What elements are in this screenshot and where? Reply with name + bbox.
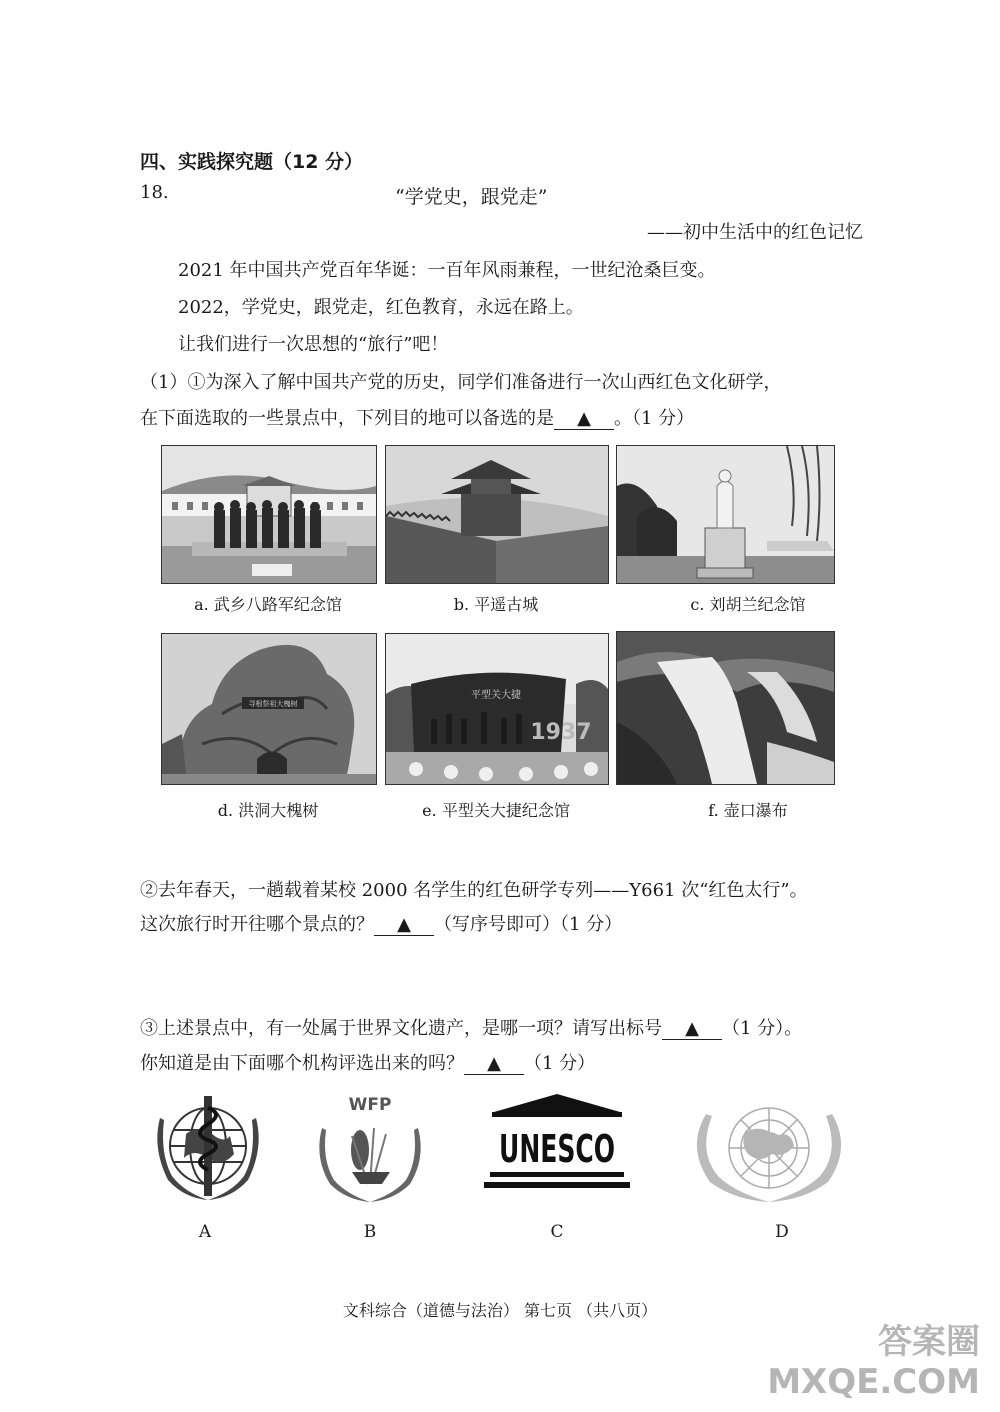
photo-caption-a: a. 武乡八路军纪念馆 <box>194 595 342 614</box>
photo-caption-c: c. 刘胡兰纪念馆 <box>690 595 806 614</box>
photo-caption-d: d. 洪洞大槐树 <box>217 801 319 820</box>
site-watermark <box>767 1322 980 1402</box>
logo-label-c: C <box>550 1222 564 1242</box>
photo-hongdong-tree <box>161 633 377 785</box>
part3-line1-score: （1 分）。 <box>722 1018 803 1039</box>
photo-hukou-waterfall <box>616 631 835 785</box>
watermark-line1: 答案圈 <box>878 1322 980 1362</box>
question-subtitle: ——初中生活中的红色记忆 <box>647 222 863 243</box>
intro-paragraph-1: 2021 年中国共产党百年华诞：一百年风雨兼程，一世纪沧桑巨变。 <box>178 260 716 281</box>
un-emblem-icon <box>676 1096 862 1216</box>
section-title: 四、实践探究题（12 分） <box>140 151 364 173</box>
part3-line2-score: （1 分） <box>524 1053 596 1074</box>
part3-line1-text: ③上述景点中，有一处属于世界文化遗产，是哪一项？请写出标号 <box>140 1018 662 1039</box>
photo-caption-b: b. 平遥古城 <box>453 595 539 614</box>
part2-line1: ②去年春天，一趟载着某校 2000 名学生的红色研学专列——Y661 次“红色太行”。 <box>140 880 808 901</box>
intro-paragraph-2: 2022，学党史，跟党走，红色教育，永远在路上。 <box>178 297 584 318</box>
watermark-line2: MXQE.COM <box>767 1362 980 1402</box>
answer-blank-2[interactable]: ▲ <box>374 914 434 936</box>
answer-blank-1[interactable]: ▲ <box>554 408 614 430</box>
photo-liuhulan-memorial <box>616 445 835 584</box>
part3-line2 <box>140 1049 595 1075</box>
question-title: “学党史，跟党走” <box>395 186 548 208</box>
logo-label-a: A <box>198 1222 212 1242</box>
memorial-year-text: 1937 <box>530 720 592 745</box>
logo-label-d: D <box>775 1222 789 1242</box>
wfp-logo-text: WFP <box>348 1095 392 1115</box>
part3-line1 <box>140 1014 802 1040</box>
part2-line2-score: （写序号即可）（1 分） <box>434 914 623 935</box>
answer-blank-4[interactable]: ▲ <box>464 1053 524 1075</box>
intro-paragraph-3: 让我们进行一次思想的“旅行”吧！ <box>178 334 449 355</box>
part1-line1: （1）①为深入了解中国共产党的历史，同学们准备进行一次山西红色文化研学， <box>140 372 782 393</box>
question-number: 18. <box>140 182 169 203</box>
part2-line2 <box>140 910 622 936</box>
answer-blank-3[interactable]: ▲ <box>662 1018 722 1040</box>
part1-line2-score: 。（1 分） <box>614 408 695 429</box>
wfp-emblem-icon <box>300 1088 440 1208</box>
logo-label-b: B <box>363 1222 377 1242</box>
photo-pingyao-city <box>385 445 609 584</box>
photo-wuxiang-memorial <box>161 445 377 584</box>
part1-line2-text: 在下面选取的一些景点中，下列目的地可以备选的是 <box>140 408 554 429</box>
page-footer: 文科综合（道德与法治） 第七页 （共八页） <box>342 1301 658 1320</box>
tree-plaque-text: 寻根祭祖大槐树 <box>248 700 298 708</box>
who-emblem-icon <box>138 1088 278 1208</box>
part1-line2 <box>140 404 694 430</box>
part2-line2-text: 这次旅行时开往哪个景点的？ <box>140 914 374 935</box>
unesco-logo-text: UNESCO <box>499 1127 615 1171</box>
unesco-emblem-icon <box>482 1090 622 1210</box>
photo-caption-f: f. 壶口瀑布 <box>708 801 788 820</box>
photo-pingxingguan-memorial <box>385 633 609 785</box>
part3-line2-text: 你知道是由下面哪个机构评选出来的吗？ <box>140 1053 464 1074</box>
memorial-banner-text: 平型关大捷 <box>471 690 521 701</box>
photo-caption-e: e. 平型关大捷纪念馆 <box>422 801 570 820</box>
